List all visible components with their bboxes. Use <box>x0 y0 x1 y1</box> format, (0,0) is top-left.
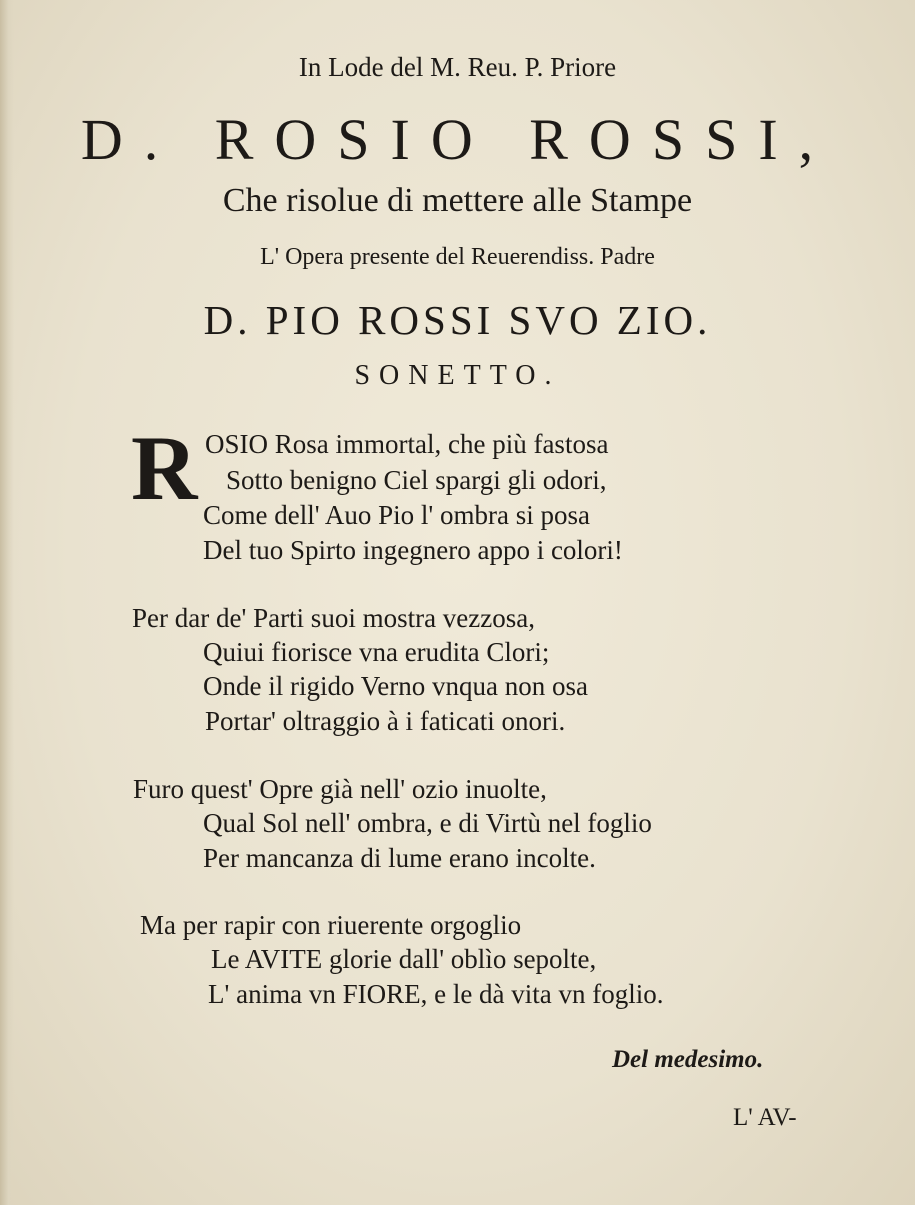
verse-line: OSIO Rosa immortal, che più fastosa <box>205 429 609 459</box>
verse-line: Per mancanza di lume erano incolte. <box>203 843 596 873</box>
verse-line: Portar' oltraggio à i faticati onori. <box>205 706 566 736</box>
verse-line: Furo quest' Opre già nell' ozio inuolte, <box>133 774 547 804</box>
verse-line: Per dar de' Parti suoi mostra vezzosa, <box>132 603 535 633</box>
verse-line: Sotto benigno Ciel spargi gli odori, <box>226 465 607 495</box>
poem-form-title: SONETTO. <box>354 360 561 391</box>
verse-line: Qual Sol nell' ombra, e di Virtù nel foglio <box>203 808 652 838</box>
catchword: L' AV- <box>733 1104 797 1131</box>
closing-attribution: Del medesimo. <box>612 1046 764 1073</box>
dedicatee-name: D. ROSIO ROSSI, <box>80 107 835 172</box>
page-gutter-shadow <box>0 0 14 1205</box>
drop-cap-initial: R <box>131 417 198 519</box>
resolve-line: Che risolue di mettere alle Stampe <box>222 182 693 219</box>
verse-line: Del tuo Spirto ingegnero appo i colori! <box>203 535 623 565</box>
verse-line: L' anima vn FIORE, e le dà vita vn foglio. <box>208 979 664 1009</box>
dedication-heading: In Lode del M. Reu. P. Priore <box>298 52 617 82</box>
verse-line: Ma per rapir con riuerente orgoglio <box>140 910 522 940</box>
verse-line: Le AVITE glorie dall' oblìo sepolte, <box>211 944 597 974</box>
verse-line: Onde il rigido Verno vnqua non osa <box>203 671 588 701</box>
verse-line: Come dell' Auo Pio l' ombra si posa <box>203 500 590 530</box>
verse-line: Quiui fiorisce vna erudita Clori; <box>203 637 550 667</box>
uncle-name: D. PIO ROSSI SVO ZIO. <box>203 297 712 343</box>
opera-line: L' Opera presente del Reuerendiss. Padre <box>260 244 655 270</box>
